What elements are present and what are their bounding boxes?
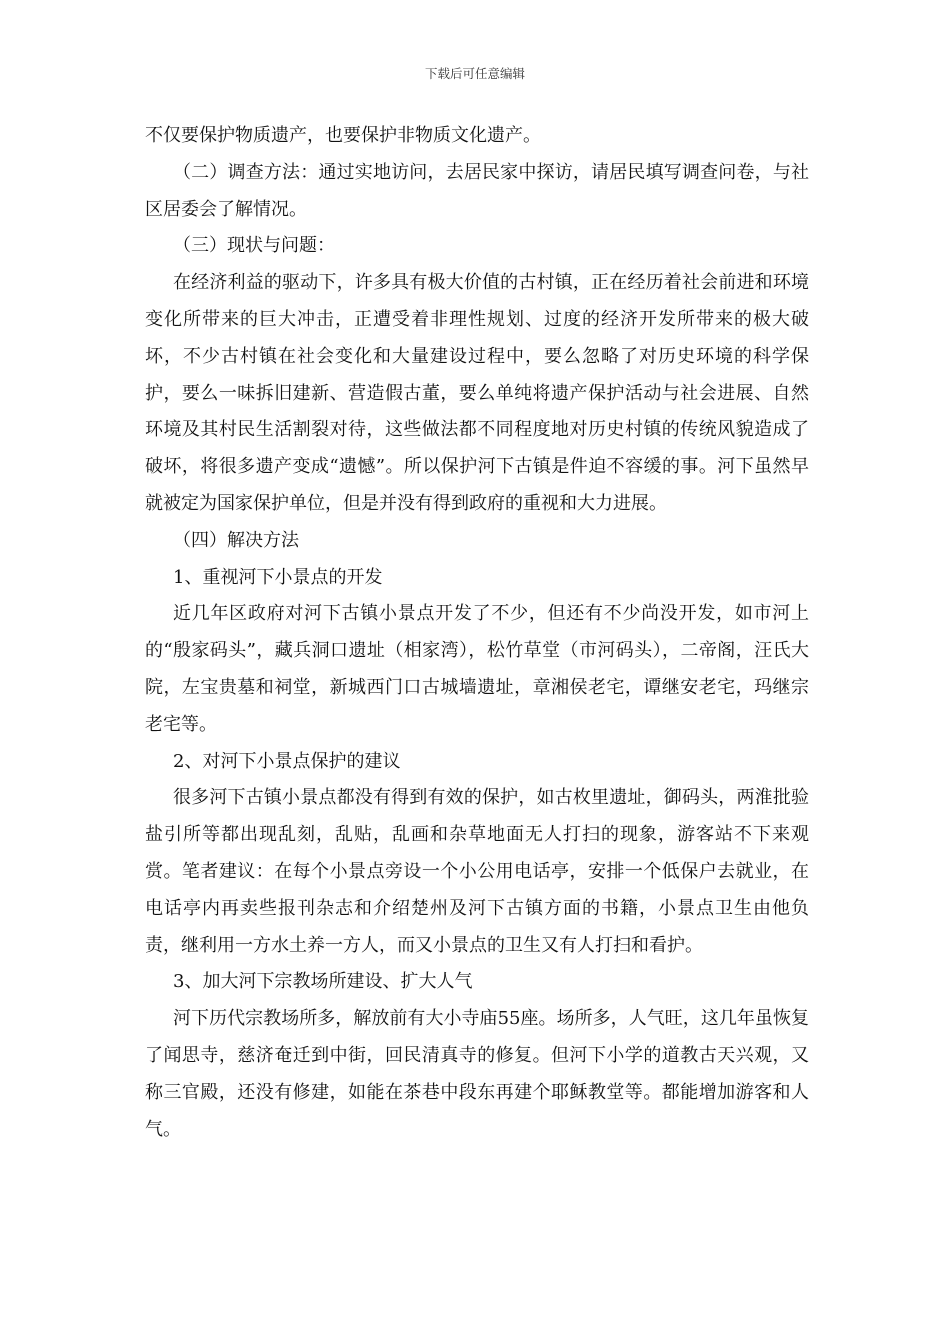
subsection-heading: 3、加大河下宗教场所建设、扩大人气: [173, 971, 473, 993]
document-body: [145, 118, 809, 1148]
page-header: 下载后可任意编辑: [424, 66, 525, 81]
paragraph: 不仅要保护物质遗产，也要保护非物质文化遗产。: [145, 125, 541, 146]
paragraph: 近几年区政府对河下古镇小景点开发了不少，但还有不少尚没开发，如市河上的“殷家码头”，藏兵洞口遗址（相家湾），松竹草堂（市河码头），二帝阁，汪氏大院，左宝贵墓和祠堂，新城西门口古城墙遗址，章湘侯老宅，谭继安老宅，玛继宗老宅等。: [145, 603, 809, 735]
subsection-heading: 1、重视河下小景点的开发: [173, 566, 383, 588]
paragraph: 在经济利益的驱动下，许多具有极大价值的古村镇，正在经历着社会前进和环境变化所带来的巨大冲击，正遭受着非理性规划、过度的经济开发所带来的极大破坏，不少古村镇在社会变化和大量建设过程中，要么忽略了对历史环境的科学保护，要么一味拆旧建新、营造假古董，要么单纯将遗产保护活动与社会进展、自然环境及其村民生活割裂对待，这些做法都不同程度地对历史村镇的传统风貌造成了破坏，将很多遗产变成“遗憾”。所以保护河下古镇是件迫不容缓的事。河下虽然早就被定为国家保护单位，但是并没有得到政府的重视和大力进展。: [145, 272, 809, 514]
paragraph: （二）调查方法：通过实地访问，去居民家中探访，请居民填写调查问卷，与社区居委会了解情况。: [145, 161, 809, 220]
section-heading: （四）解决方法: [173, 529, 299, 551]
subsection-heading: 2、对河下小景点保护的建议: [173, 750, 401, 772]
paragraph: 河下历代宗教场所多，解放前有大小寺庙55座。场所多，人气旺，这几年虽恢复了闻思寺，慈济奄迁到中街，回民清真寺的修复。但河下小学的道教古天兴观，又称三官殿，还没有修建，如能在茶巷中段东再建个耶稣教堂等。都能增加游客和人气。: [145, 1008, 809, 1140]
section-heading: （三）现状与问题：: [173, 235, 335, 257]
paragraph: 很多河下古镇小景点都没有得到有效的保护，如古枚里遗址，御码头，两淮批验盐引所等都出现乱刻，乱贴，乱画和杂草地面无人打扫的现象，游客站不下来观赏。笔者建议：在每个小景点旁设一个小公用电话亭，安排一个低保户去就业，在电话亭内再卖些报刊杂志和介绍楚州及河下古镇方面的书籍，小景点卫生由他负责，继利用一方水土养一方人，而又小景点的卫生又有人打扫和看护。: [145, 787, 809, 956]
